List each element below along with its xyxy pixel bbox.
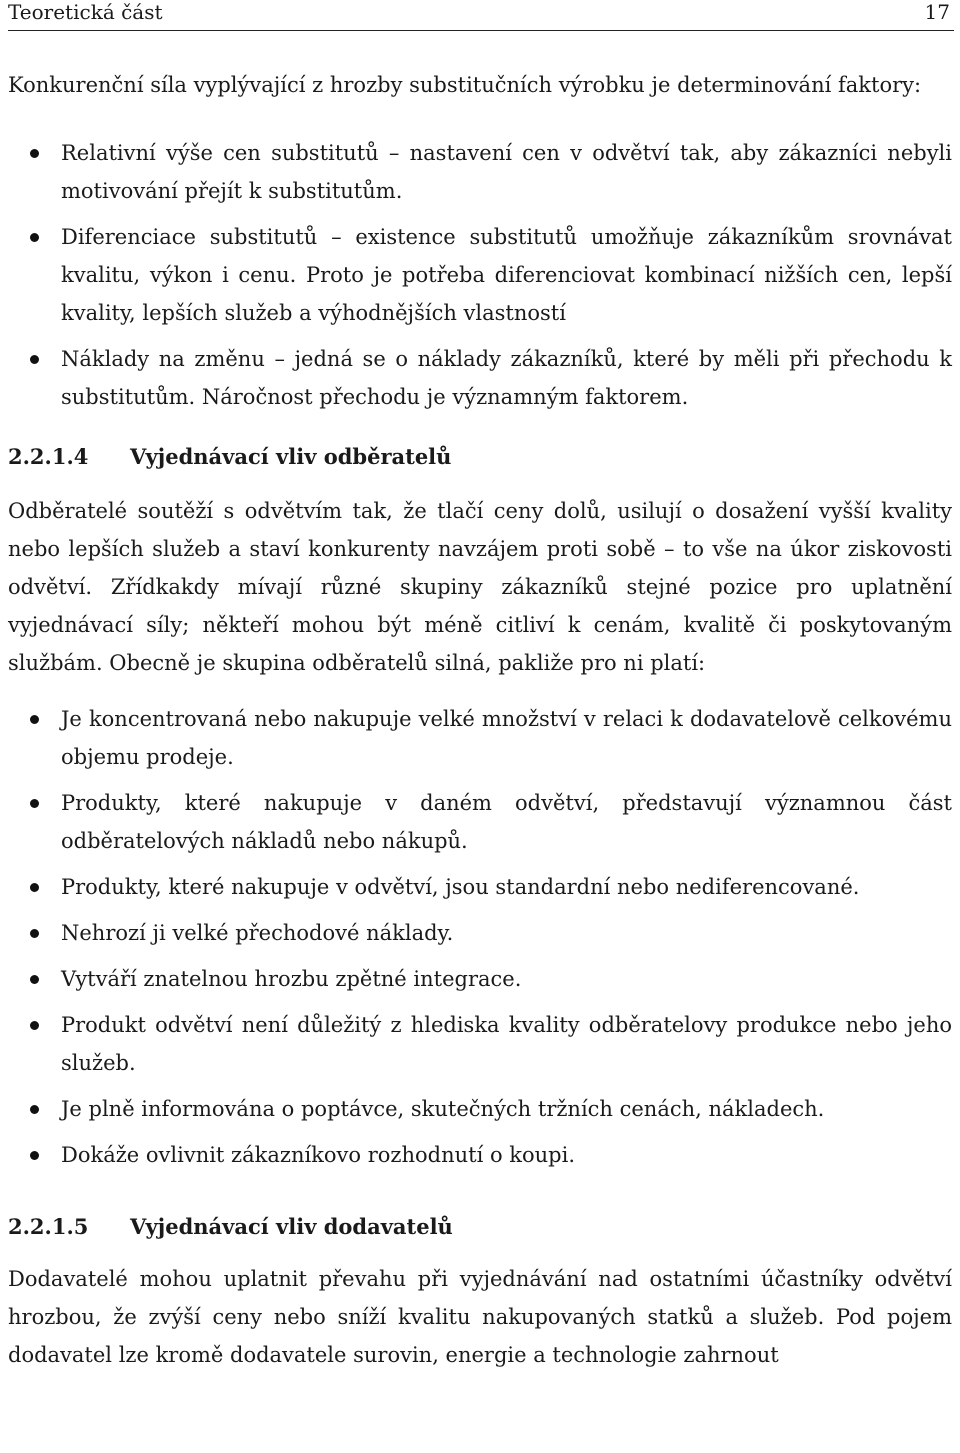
list-item — [8, 340, 952, 416]
list-item — [8, 1090, 952, 1128]
list-item-text: Vytváří znatelnou hrozbu zpětné integrace. — [61, 967, 522, 991]
bullet-icon — [30, 149, 39, 158]
list-item — [8, 784, 952, 860]
bullet-icon — [30, 1151, 39, 1160]
list-item-text: Produkt odvětví není důležitý z hlediska kvality odběratelovy produkce nebo jeho služeb. — [61, 1013, 952, 1075]
list-item — [8, 134, 952, 210]
list-item-text: Produkty, které nakupuje v daném odvětví, představují významnou část odběratelových nákladů nebo nákupů. — [61, 791, 952, 853]
page-body — [8, 66, 952, 1374]
bullet-icon — [30, 929, 39, 938]
section-number: 2.2.1.4 — [8, 444, 89, 469]
list-item — [8, 1136, 952, 1174]
section-heading-suppliers — [8, 1208, 952, 1246]
list-item — [8, 1006, 952, 1082]
list-item — [8, 960, 952, 998]
bullet-icon — [30, 715, 39, 724]
bullet-icon — [30, 975, 39, 984]
list-item-text: Je koncentrovaná nebo nakupuje velké množství v relaci k dodavatelově celkovému objemu prodeje. — [61, 707, 952, 769]
bullet-icon — [30, 355, 39, 364]
bullet-icon — [30, 1105, 39, 1114]
list-item-text: Je plně informována o poptávce, skutečných tržních cenách, nákladech. — [61, 1097, 825, 1121]
section-title: Vyjednávací vliv dodavatelů — [130, 1214, 453, 1239]
list-item — [8, 218, 952, 332]
suppliers-paragraph: Dodavatelé mohou uplatnit převahu při vyjednávání nad ostatními účastníky odvětví hrozbou, že zvýší ceny nebo sníží kvalitu nakupovaných statků a služeb. Pod pojem dodavatel lze kromě dodavatele surovin, energie a technologie zahrnout — [8, 1267, 952, 1367]
intro-paragraph: Konkurenční síla vyplývající z hrozby substitučních výrobku je determinování faktory: — [8, 73, 922, 97]
header-page-number: 17 — [924, 0, 950, 24]
section-number: 2.2.1.5 — [8, 1214, 89, 1239]
bullet-icon — [30, 883, 39, 892]
section-heading-buyers — [8, 438, 952, 476]
list-item-text: Produkty, které nakupuje v odvětví, jsou standardní nebo nediferencované. — [61, 875, 860, 899]
bullet-icon — [30, 233, 39, 242]
list-item-text: Relativní výše cen substitutů – nastavení cen v odvětví tak, aby zákazníci nebyli motivování přejít k substitutům. — [61, 141, 952, 203]
bullet-icon — [30, 799, 39, 808]
buyers-paragraph: Odběratelé soutěží s odvětvím tak, že tlačí ceny dolů, usilují o dosažení vyšší kvality nebo lepších služeb a staví konkurenty navzájem proti sobě – to vše na úkor ziskovosti odvětví. Zřídkakdy mívají různé skupiny zákazníků stejné pozice pro uplatnění vyjednávací síly; někteří mohou být méně citliví k cenám, kvalitě či poskytovaným službám. Obecně je skupina odběratelů silná, pakliže pro ni platí: — [8, 499, 952, 675]
header-section-title: Teoretická část — [8, 0, 163, 24]
list-item-text: Nehrozí ji velké přechodové náklady. — [61, 921, 454, 945]
page-header — [8, 0, 954, 31]
list-item — [8, 914, 952, 952]
section-title: Vyjednávací vliv odběratelů — [130, 444, 452, 469]
bullet-icon — [30, 1021, 39, 1030]
list-item-text: Dokáže ovlivnit zákazníkovo rozhodnutí o koupi. — [61, 1143, 576, 1167]
list-item-text: Náklady na změnu – jedná se o náklady zákazníků, které by měli při přechodu k substitutům. Náročnost přechodu je významným faktorem. — [61, 347, 952, 409]
list-item — [8, 700, 952, 776]
list-item-text: Diferenciace substitutů – existence substitutů umožňuje zákazníkům srovnávat kvalitu, výkon i cenu. Proto je potřeba diferenciovat kombinací nižších cen, lepší kvality, lepších služeb a výhodnějších vlastností — [61, 225, 952, 325]
list-item — [8, 868, 952, 906]
buyers-conditions-list — [8, 700, 952, 1174]
substitutes-list — [8, 134, 952, 416]
